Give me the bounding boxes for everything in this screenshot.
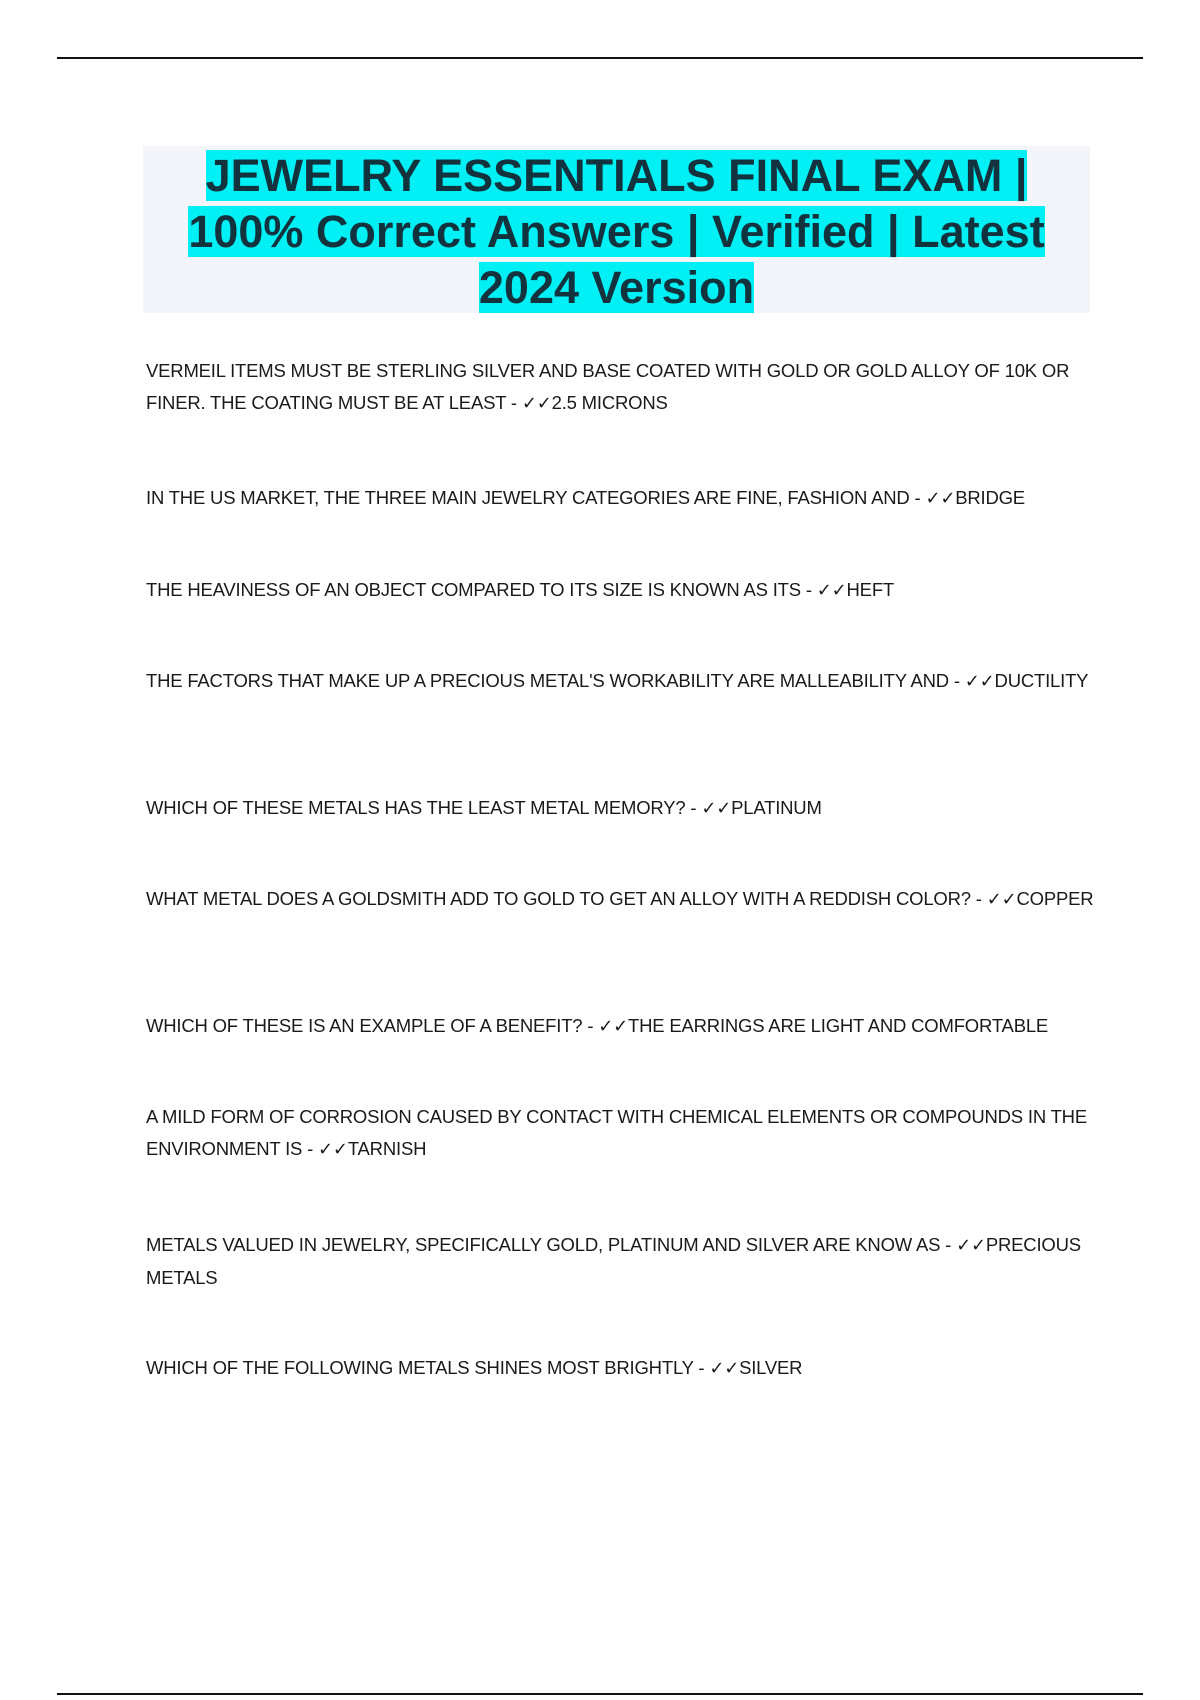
qa-answer: PLATINUM [731,797,822,818]
qa-answer: COPPER [1016,888,1094,909]
document-title-block [143,146,1090,313]
qa-item [146,665,1096,698]
check-mark-icon: ✓✓ [925,488,956,509]
qa-question: VERMEIL ITEMS MUST BE STERLING SILVER AND BASE COATED WITH GOLD OR GOLD ALLOY OF 10K OR FINER. THE COATING MUST BE AT LEAST - [146,360,1070,413]
check-mark-icon: ✓✓ [318,1139,348,1160]
check-mark-icon: ✓✓ [956,1235,986,1256]
document-title-line-2: 100% Correct Answers | Verified | Latest [188,206,1045,257]
page-top-rule [57,57,1143,59]
check-mark-icon: ✓✓ [598,1016,629,1037]
qa-answer: HEFT [846,579,895,600]
qa-answer: PRECIOUS METALS [146,1234,1081,1288]
qa-item [146,1352,1096,1385]
qa-question: IN THE US MARKET, THE THREE MAIN JEWELRY CATEGORIES ARE FINE, FASHION AND - [146,487,921,508]
document-title-line-1: JEWELRY ESSENTIALS FINAL EXAM | [205,150,1028,201]
check-mark-icon: ✓✓ [816,580,847,601]
qa-answer: DUCTILITY [994,670,1089,691]
qa-question: WHAT METAL DOES A GOLDSMITH ADD TO GOLD TO GET AN ALLOY WITH A REDDISH COLOR? - [146,888,982,909]
qa-question: WHICH OF THESE IS AN EXAMPLE OF A BENEFIT? - [146,1015,594,1036]
page-bottom-rule [57,1693,1143,1695]
qa-answer: TARNISH [347,1138,427,1159]
qa-item [146,574,1096,607]
qa-item [146,482,1096,515]
qa-item [146,355,1096,420]
qa-item [146,1229,1096,1294]
qa-answer: 2.5 MICRONS [551,392,668,413]
check-mark-icon: ✓✓ [701,798,732,819]
qa-item [146,1010,1096,1043]
check-mark-icon: ✓✓ [709,1358,740,1379]
qa-question: THE HEAVINESS OF AN OBJECT COMPARED TO ITS SIZE IS KNOWN AS ITS - [146,579,812,600]
qa-question: A MILD FORM OF CORROSION CAUSED BY CONTACT WITH CHEMICAL ELEMENTS OR COMPOUNDS IN THE ENVIRONMENT IS - [146,1106,1087,1159]
check-mark-icon: ✓✓ [521,393,552,414]
document-title-line-3: 2024 Version [478,262,755,313]
qa-answer: SILVER [739,1357,803,1378]
qa-item [146,1101,1096,1166]
check-mark-icon: ✓✓ [964,671,995,692]
qa-question: WHICH OF THESE METALS HAS THE LEAST METAL MEMORY? - [146,797,697,818]
qa-item [146,792,1096,825]
qa-item [146,883,1096,916]
qa-question: WHICH OF THE FOLLOWING METALS SHINES MOST BRIGHTLY - [146,1357,705,1378]
qa-question: THE FACTORS THAT MAKE UP A PRECIOUS METAL'S WORKABILITY ARE MALLEABILITY AND - [146,670,960,691]
qa-answer: THE EARRINGS ARE LIGHT AND COMFORTABLE [628,1015,1049,1036]
qa-question: METALS VALUED IN JEWELRY, SPECIFICALLY GOLD, PLATINUM AND SILVER ARE KNOW AS - [146,1234,952,1255]
qa-answer: BRIDGE [955,487,1025,508]
check-mark-icon: ✓✓ [986,889,1017,910]
